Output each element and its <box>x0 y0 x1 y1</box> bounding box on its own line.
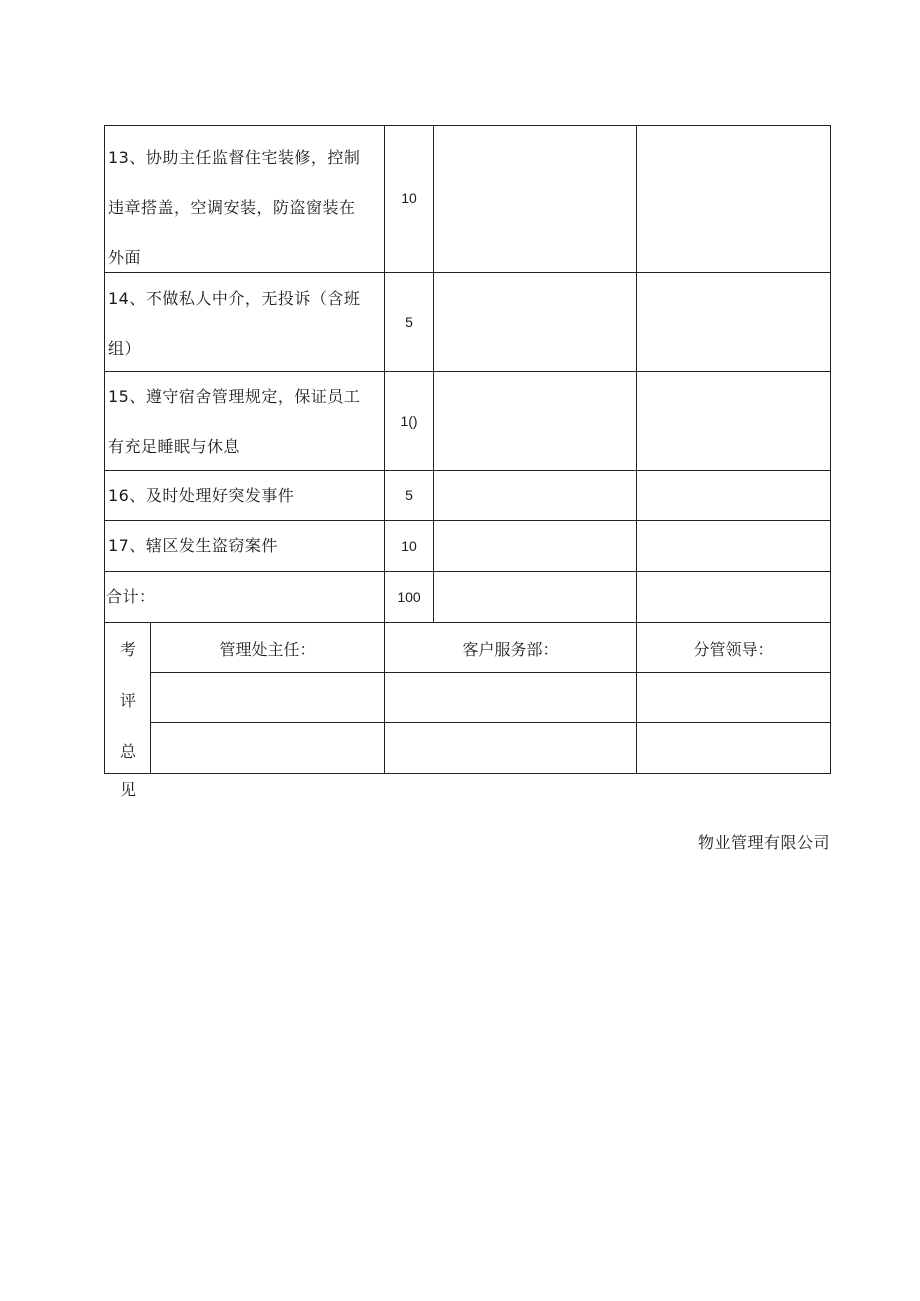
row-line <box>104 622 831 623</box>
row-line <box>104 773 831 774</box>
total-label: 合计： <box>106 587 156 606</box>
row-line <box>150 672 831 673</box>
item-description: 14、不做私人中介，无投诉（含班 组） <box>108 289 361 358</box>
col-divider-score-right <box>433 125 434 622</box>
col-divider-score-left <box>384 125 385 774</box>
row-line <box>150 722 831 723</box>
table-border-left <box>104 125 105 774</box>
total-score: 100 <box>397 589 421 605</box>
side-char: 考 <box>120 640 137 659</box>
item-score: 5 <box>405 314 413 330</box>
col-divider-4 <box>636 125 637 774</box>
side-char: 总 <box>120 742 137 761</box>
item-description: 13、协助主任监督住宅装修，控制 违章搭盖，空调安装，防盗窗装在 外面 <box>108 148 361 267</box>
item-description: 16、及时处理好突发事件 <box>108 486 295 505</box>
supervisor-label: 分管领导： <box>693 640 774 659</box>
item-score: 10 <box>401 538 417 554</box>
manager-label: 管理处主任： <box>219 640 316 659</box>
side-char: 评 <box>120 691 137 710</box>
item-description: 17、辖区发生盗窃案件 <box>108 536 278 555</box>
table-border-right <box>830 125 831 774</box>
item-score: 1() <box>400 413 418 429</box>
side-char: 见 <box>120 780 137 799</box>
item-description: 15、遵守宿舍管理规定，保证员工 有充足睡眠与休息 <box>108 387 361 456</box>
company-name: 物业管理有限公司 <box>697 833 830 852</box>
item-score: 5 <box>405 487 413 503</box>
item-score: 10 <box>401 190 417 206</box>
row-line <box>104 125 831 126</box>
customer-service-label: 客户服务部： <box>462 640 559 659</box>
